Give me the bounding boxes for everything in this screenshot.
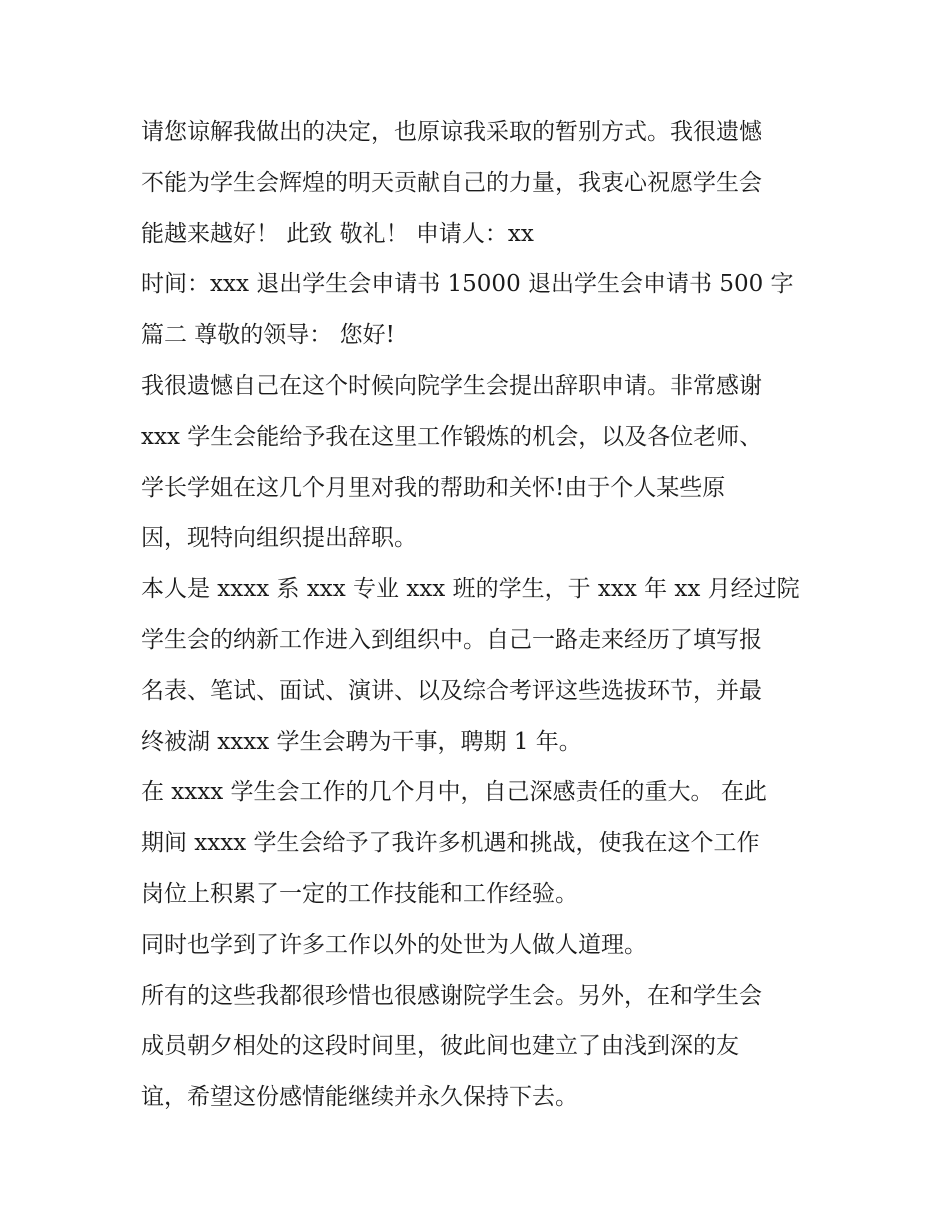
text-line: 时间：xxx 退出学生会申请书 15000 退出学生会申请书 500 字 [141, 271, 794, 298]
text-line: 谊，希望这份感情能继续并永久保持下去。 [141, 1084, 578, 1111]
text-line: 所有的这些我都很珍惜也很感谢院学生会。另外，在和学生会 [141, 982, 762, 1009]
text-line: 终被湖 xxxx 学生会聘为干事，聘期 1 年。 [141, 728, 582, 755]
text-line: 岗位上积累了一定的工作技能和工作经验。 [141, 880, 578, 907]
text-line: 因，现特向组织提出辞职。 [141, 525, 417, 552]
text-line: 在 xxxx 学生会工作的几个月中，自己深感责任的重大。 在此 [141, 779, 767, 806]
text-line: 期间 xxxx 学生会给予了我许多机遇和挑战，使我在这个工作 [141, 830, 760, 857]
text-line: 我很遗憾自己在这个时候向院学生会提出辞职申请。非常感谢 [141, 372, 762, 399]
body-text [141, 107, 821, 1123]
text-line: 篇二 尊敬的领导： 您好! [141, 322, 395, 349]
text-line: 同时也学到了许多工作以外的处世为人做人道理。 [141, 931, 647, 958]
text-line: 本人是 xxxx 系 xxx 专业 xxx 班的学生，于 xxx 年 xx 月经过院 [141, 576, 800, 603]
text-line: 能越来越好！ 此致 敬礼！ 申请人：xx [141, 220, 534, 247]
text-line: 请您谅解我做出的决定，也原谅我采取的暂别方式。我很遗憾 [141, 119, 762, 145]
text-line: 学生会的纳新工作进入到组织中。自己一路走来经历了填写报 [141, 626, 762, 653]
text-line: 学长学姐在这几个月里对我的帮助和关怀!由于个人某些原 [141, 474, 726, 501]
text-line: 成员朝夕相处的这段时间里，彼此间也建立了由浅到深的友 [141, 1033, 739, 1060]
text-line: xxx 学生会能给予我在这里工作锻炼的机会，以及各位老师、 [141, 423, 763, 450]
text-line: 名表、笔试、面试、演讲、以及综合考评这些选拔环节，并最 [141, 677, 762, 704]
text-line: 不能为学生会辉煌的明天贡献自己的力量，我衷心祝愿学生会 [141, 169, 762, 196]
